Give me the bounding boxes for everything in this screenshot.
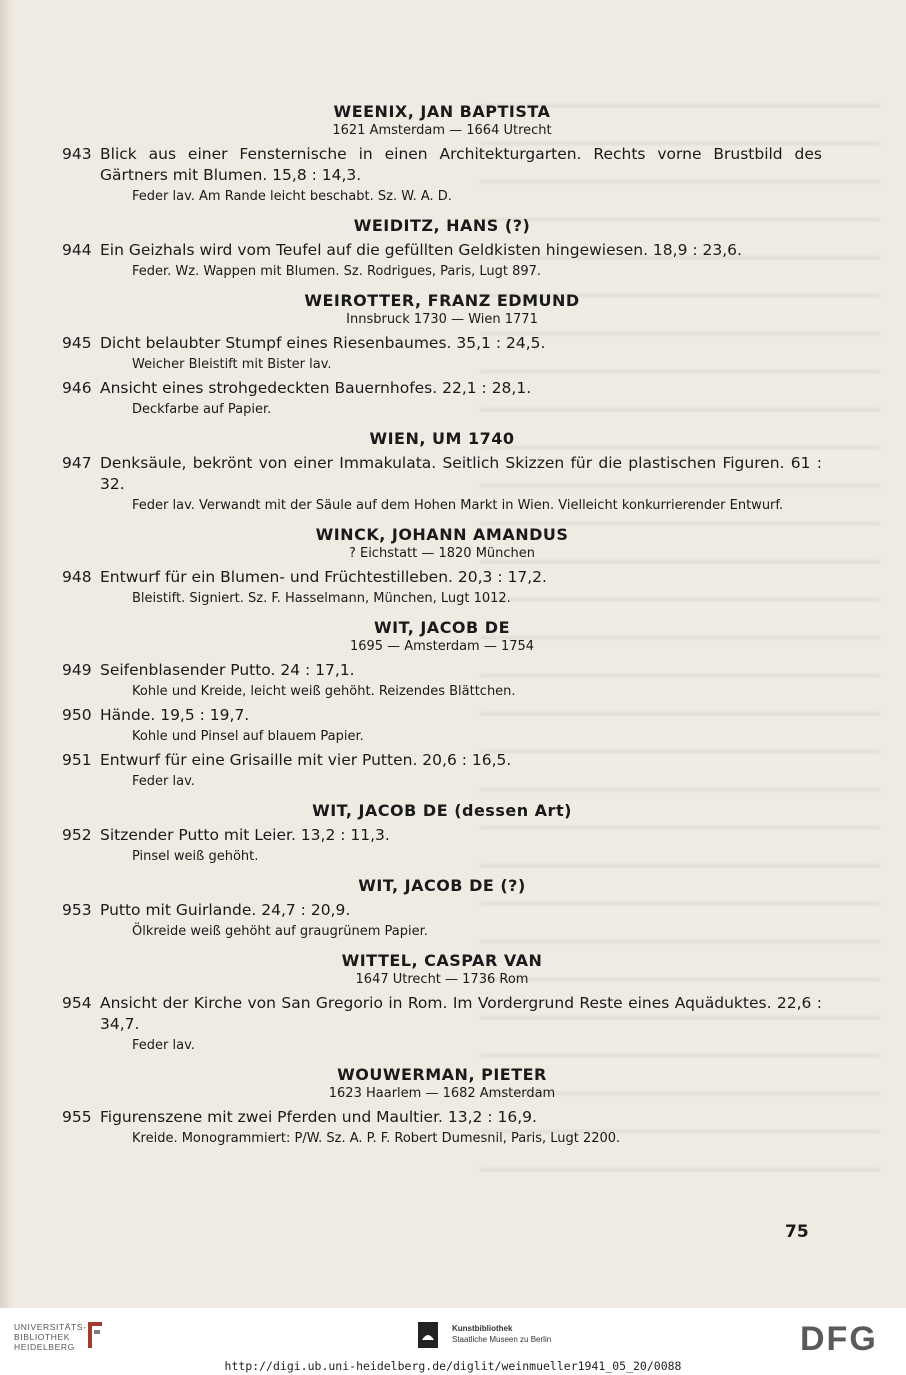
artist-name: WIT, JACOB DE (dessen Art) [312, 801, 572, 820]
entry-number: 952 [62, 826, 92, 844]
artist-section [62, 876, 822, 941]
entry-number: 946 [62, 379, 92, 397]
entry-note: Ölkreide weiß gehöht auf graugrünem Papier. [132, 924, 428, 939]
kunstbibliothek-mark-icon [418, 1322, 438, 1348]
artist-name: WIEN, UM 1740 [369, 429, 515, 448]
viewer-footer [0, 1308, 906, 1375]
artist-section [62, 1065, 822, 1148]
entry-number: 949 [62, 661, 92, 679]
entry-description: Putto mit Guirlande. 24,7 : 20,9. [100, 901, 351, 919]
entry-description: Entwurf für ein Blumen- und Früchtestilleben. 20,3 : 17,2. [100, 568, 547, 586]
artist-section [62, 951, 822, 1055]
artist-life-dates: 1621 Amsterdam — 1664 Utrecht [332, 123, 552, 138]
entry-description: Blick aus einer Fensternische in einen Architekturgarten. Rechts vorne Brustbild des Gärtners mit Blumen. 15,8 : 14,3. [100, 145, 822, 184]
entry-note: Kohle und Pinsel auf blauem Papier. [132, 729, 364, 744]
catalog-entry [62, 1107, 822, 1128]
entry-description: Ein Geizhals wird vom Teufel auf die gefüllten Geldkisten hingewiesen. 18,9 : 23,6. [100, 241, 742, 259]
catalog-content [62, 92, 822, 1152]
entry-description: Ansicht eines strohgedeckten Bauernhofes. 22,1 : 28,1. [100, 379, 532, 397]
entry-description: Sitzender Putto mit Leier. 13,2 : 11,3. [100, 826, 390, 844]
catalog-entry [62, 567, 822, 588]
entry-description: Ansicht der Kirche von San Gregorio in Rom. Im Vordergrund Reste eines Aquäduktes. 22,6 : 34,7. [100, 994, 822, 1033]
artist-name: WINCK, JOHANN AMANDUS [315, 525, 569, 544]
entry-number: 944 [62, 241, 92, 259]
catalog-entry [62, 750, 822, 771]
entry-number: 951 [62, 751, 92, 769]
entry-note: Feder. Wz. Wappen mit Blumen. Sz. Rodrigues, Paris, Lugt 897. [132, 264, 542, 279]
entry-note: Kohle und Kreide, leicht weiß gehöht. Reizendes Blättchen. [132, 684, 516, 699]
permalink-url[interactable]: http://digi.ub.uni-heidelberg.de/diglit/weinmueller1941_05_20/0088 [224, 1359, 682, 1373]
artist-name: WEENIX, JAN BAPTISTA [333, 102, 551, 121]
entry-note: Feder lav. [132, 774, 195, 789]
entry-note: Feder lav. Verwandt mit der Säule auf dem Hohen Markt in Wien. Vielleicht konkurrierender Entwurf. [132, 498, 784, 513]
entry-description: Seifenblasender Putto. 24 : 17,1. [100, 661, 355, 679]
entry-note: Pinsel weiß gehöht. [132, 849, 259, 864]
entry-number: 947 [62, 454, 92, 472]
artist-section [62, 618, 822, 791]
entry-description: Dicht belaubter Stumpf eines Riesenbaumes. 35,1 : 24,5. [100, 334, 546, 352]
catalog-entry [62, 144, 822, 186]
kunstbibliothek-title: Kunstbibliothek [452, 1324, 513, 1333]
kunstbibliothek-subtitle: Staatliche Museen zu Berlin [452, 1335, 552, 1344]
entry-note: Feder lav. [132, 1038, 195, 1053]
artist-section [62, 102, 822, 206]
entry-number: 950 [62, 706, 92, 724]
artist-life-dates: Innsbruck 1730 — Wien 1771 [346, 312, 538, 327]
entry-number: 953 [62, 901, 92, 919]
catalog-entry [62, 333, 822, 354]
entry-number: 954 [62, 994, 92, 1012]
catalog-entry [62, 825, 822, 846]
entry-number: 945 [62, 334, 92, 352]
page-number: 75 [785, 1222, 809, 1242]
ub-heidelberg-logo[interactable]: UNIVERSITÄTS- BIBLIOTHEK HEIDELBERG [14, 1322, 87, 1352]
entry-note: Weicher Bleistift mit Bister lav. [132, 357, 332, 372]
catalog-entry [62, 378, 822, 399]
entry-description: Entwurf für eine Grisaille mit vier Putten. 20,6 : 16,5. [100, 751, 512, 769]
entry-description: Denksäule, bekrönt von einer Immakulata. Seitlich Skizzen für die plastischen Figuren. 61 : 32. [100, 454, 822, 493]
catalog-entry [62, 453, 822, 495]
kunstbibliothek-logo[interactable] [452, 1323, 551, 1345]
catalog-entry [62, 705, 822, 726]
entry-description: Hände. 19,5 : 19,7. [100, 706, 250, 724]
entry-description: Figurenszene mit zwei Pferden und Maultier. 13,2 : 16,9. [100, 1108, 537, 1126]
entry-number: 955 [62, 1108, 92, 1126]
entry-number: 948 [62, 568, 92, 586]
artist-life-dates: ? Eichstatt — 1820 München [348, 546, 536, 561]
artist-name: WIT, JACOB DE (?) [358, 876, 526, 895]
catalog-entry [62, 993, 822, 1035]
catalog-entry [62, 660, 822, 681]
artist-section [62, 216, 822, 281]
artist-section [62, 291, 822, 419]
catalog-entry [62, 900, 822, 921]
artist-name: WIT, JACOB DE [373, 618, 511, 637]
artist-life-dates: 1647 Utrecht — 1736 Rom [355, 972, 529, 987]
entry-note: Kreide. Monogrammiert: P/W. Sz. A. P. F. Robert Dumesnil, Paris, Lugt 2200. [132, 1131, 621, 1146]
dfg-logo[interactable]: DFG [800, 1320, 878, 1358]
entry-note: Deckfarbe auf Papier. [132, 402, 272, 417]
artist-life-dates: 1623 Haarlem — 1682 Amsterdam [328, 1086, 556, 1101]
artist-name: WEIDITZ, HANS (?) [353, 216, 531, 235]
artist-name: WEIROTTER, FRANZ EDMUND [304, 291, 580, 310]
catalog-entry [62, 240, 822, 261]
artist-section [62, 429, 822, 515]
entry-note: Bleistift. Signiert. Sz. F. Hasselmann, München, Lugt 1012. [132, 591, 511, 606]
entry-number: 943 [62, 145, 92, 163]
artist-life-dates: 1695 — Amsterdam — 1754 [349, 639, 535, 654]
ub-heidelberg-mark-icon [84, 1320, 106, 1350]
artist-name: WOUWERMAN, PIETER [337, 1065, 547, 1084]
artist-section [62, 801, 822, 866]
artist-name: WITTEL, CASPAR VAN [341, 951, 543, 970]
artist-section [62, 525, 822, 608]
entry-note: Feder lav. Am Rande leicht beschabt. Sz. W. A. D. [132, 189, 452, 204]
